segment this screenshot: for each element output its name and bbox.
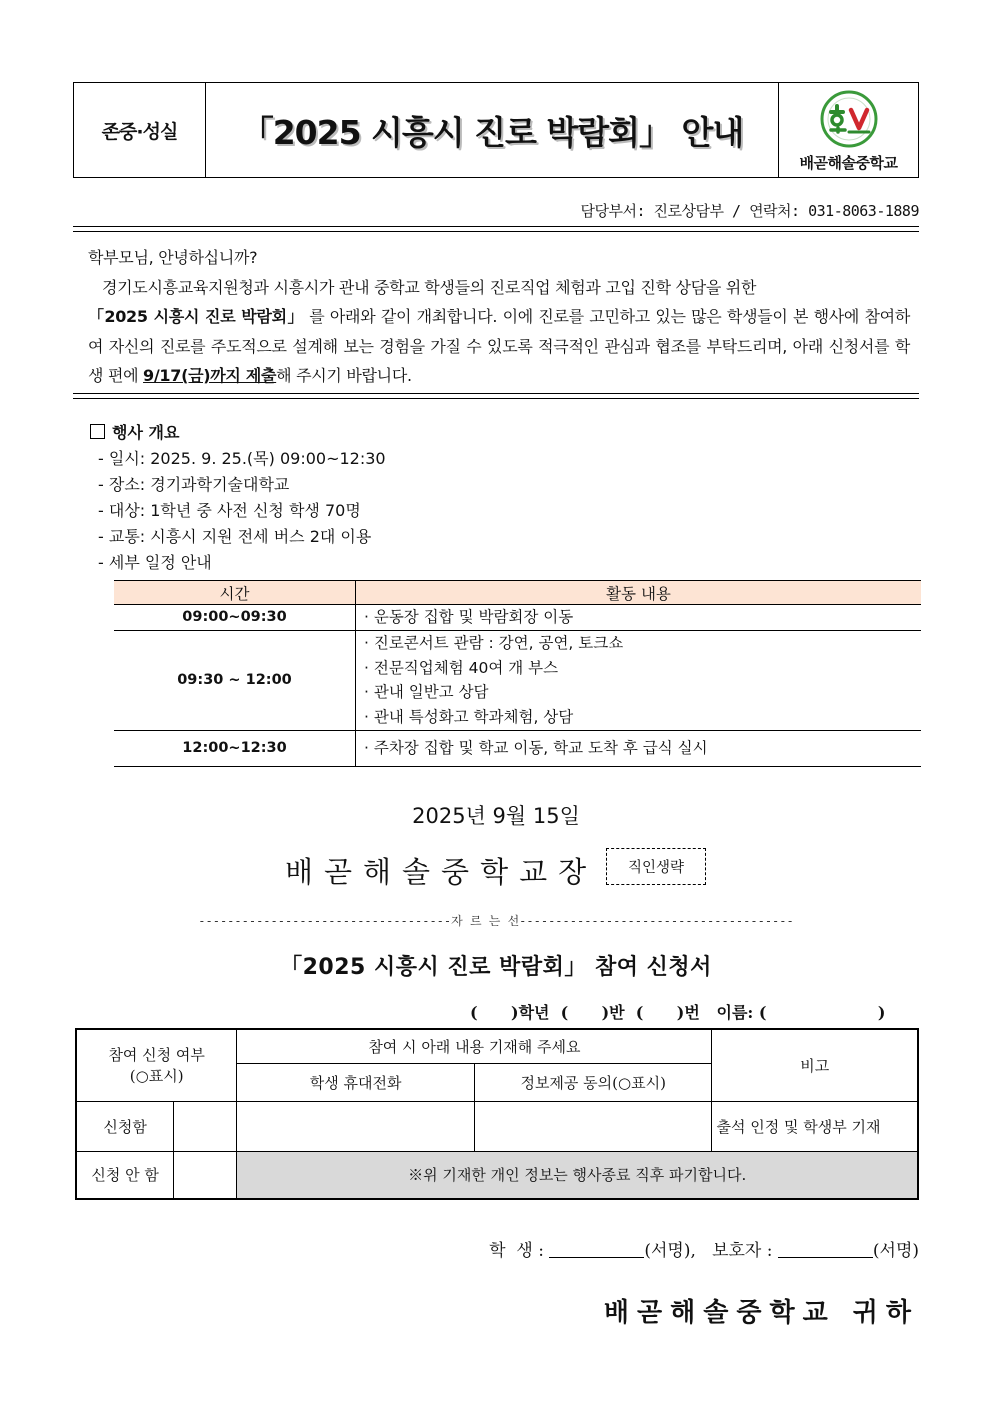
contact-info: 담당부서: 진로상담부 / 연락처: 031-8063-1889	[580, 202, 919, 220]
guardian-sign-suffix: (서명)	[872, 1241, 919, 1261]
remark-header: 비고	[712, 1029, 918, 1101]
overview-item: - 교통: 시흥시 지원 전세 버스 2대 이용	[98, 527, 372, 546]
cut-line-dashes: ----------------------------------	[198, 914, 444, 928]
apply-remark: 출석 인정 및 학생부 기재	[712, 1101, 918, 1151]
school-emblem-icon	[817, 88, 881, 150]
apply-mark-field[interactable]	[174, 1101, 237, 1151]
overview-item: - 일시: 2025. 9. 25.(목) 09:00~12:30	[98, 449, 386, 468]
intro-text	[88, 243, 910, 391]
application-form-table	[75, 1028, 919, 1200]
intro-paragraph	[88, 273, 910, 391]
schedule-time: 09:00~09:30	[114, 605, 356, 631]
consent-field[interactable]	[474, 1101, 712, 1151]
form-header-row	[76, 1029, 918, 1063]
apply-label: 신청함	[76, 1101, 174, 1151]
school-logo	[779, 83, 918, 177]
privacy-note: ※위 기재한 개인 정보는 행사종료 직후 파기합니다.	[237, 1151, 918, 1199]
noapply-mark-field[interactable]	[174, 1151, 237, 1199]
overview-heading-text: 행사 개요	[112, 423, 180, 442]
addressee: 배곧해솔중학교 귀하	[603, 1298, 919, 1328]
schedule-activity	[356, 605, 922, 631]
student-sign-suffix: (서명),	[644, 1241, 696, 1261]
activity-item: · 관내 특성화고 학과체험, 상담	[364, 707, 574, 726]
fill-instruction-header: 참여 시 아래 내용 기재해 주세요	[237, 1029, 712, 1063]
intro-text-a: 경기도시흥교육지원청과 시흥시가 관내 중학교 학생들의 진로직업 체험과 고입 진학 상담을 위한	[102, 277, 757, 297]
document-header	[73, 82, 919, 178]
school-motto: 존중·성실	[74, 83, 206, 177]
noapply-label: 신청 안 함	[76, 1151, 174, 1199]
schedule-header-activity: 활동 내용	[356, 581, 922, 605]
seal-omitted: 직인생략	[606, 848, 706, 885]
schedule-header-time: 시간	[114, 581, 356, 605]
divider-top	[73, 226, 919, 232]
table-row	[76, 1101, 918, 1151]
schedule-activity	[356, 730, 922, 766]
event-overview	[90, 420, 386, 576]
activity-item: · 운동장 집합 및 박람회장 이동	[364, 608, 574, 626]
overview-item: - 세부 일정 안내	[98, 553, 212, 572]
divider-bottom	[73, 393, 919, 399]
student-sign-label: 학 생 :	[489, 1241, 544, 1261]
document-date: 2025년 9월 15일	[412, 804, 580, 828]
activity-item: · 관내 일반고 상담	[364, 683, 489, 702]
intro-text-b: 를 아래와 같이 개최합니다. 이에 진로를 고민하고 있는 많은 학생들이 본 행사에 참여하여 자신의 진로를 주도적으로 설계해 보는 경험을 가질 수 있도록 적극적인 관심과 협조를 부탁드리며, 아래 신청서를 학생 편에	[88, 307, 910, 385]
event-name: 「2025 시흥시 진로 박람회」	[88, 307, 304, 326]
document-title: 「2025 시흥시 진로 박람회」 안내	[206, 83, 779, 177]
cut-line-dashes: -------------------------------------	[526, 914, 794, 928]
schedule-time: 09:30 ~ 12:00	[114, 630, 356, 730]
guardian-signature-field[interactable]	[778, 1241, 873, 1258]
greeting: 학부모님, 안녕하십니까?	[88, 248, 258, 267]
consent-header: 정보제공 동의(○표시)	[474, 1063, 712, 1101]
logo-school-name: 배곧해솔중학교	[799, 153, 898, 172]
cut-line-label: -자 르 는 선-	[443, 914, 527, 928]
table-row	[76, 1151, 918, 1199]
principal-name: 배곧해솔중학교장	[285, 855, 598, 889]
activity-item: · 전문직업체험 40여 개 부스	[364, 658, 559, 677]
signature-line	[489, 1236, 919, 1261]
table-row	[114, 605, 921, 631]
phone-field[interactable]	[237, 1101, 475, 1151]
overview-item: - 대상: 1학년 중 사전 신청 학생 70명	[98, 501, 361, 520]
overview-heading	[90, 420, 386, 446]
participation-label: 참여 신청 여부	[108, 1046, 205, 1065]
schedule-table	[114, 580, 921, 767]
guardian-sign-label: 보호자 :	[712, 1241, 773, 1261]
schedule-time: 12:00~12:30	[114, 730, 356, 766]
table-row	[114, 730, 921, 766]
phone-header: 학생 휴대전화	[237, 1063, 475, 1101]
participation-note: (○표시)	[129, 1067, 184, 1086]
student-signature-field[interactable]	[549, 1241, 644, 1258]
overview-item: - 장소: 경기과학기술대학교	[98, 475, 290, 494]
activity-item: · 진로콘서트 관람 : 강연, 공연, 토크쇼	[364, 633, 624, 652]
intro-text-c: 해 주시기 바랍니다.	[276, 366, 412, 385]
deadline: 9/17(금)까지 제출	[143, 366, 277, 385]
checkbox-square-icon	[90, 424, 105, 439]
activity-item: · 주차장 집합 및 학교 이동, 학교 도착 후 급식 실시	[364, 738, 708, 757]
schedule-activity	[356, 630, 922, 730]
schedule-header-row	[114, 581, 921, 605]
cut-line	[73, 912, 919, 929]
student-name-line[interactable]: ( )학년 ( )반 ( )번 이름: ( )	[470, 1003, 886, 1022]
table-row	[114, 630, 921, 730]
form-title: 「2025 시흥시 진로 박람회」 참여 신청서	[280, 955, 712, 980]
participation-header	[76, 1029, 237, 1101]
